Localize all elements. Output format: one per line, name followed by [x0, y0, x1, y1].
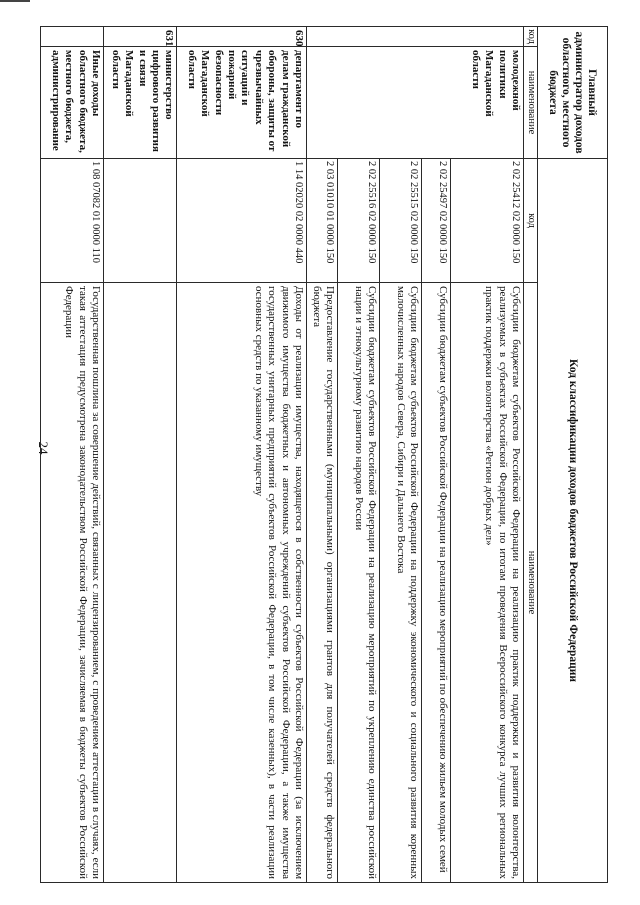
kbk-description-cell: Субсидии бюджетам субъектов Российской Федерации на реализацию практик поддержки и развития волонтерства, реализуемых в субъектах Российской Федерации, по итогам проведения Всероссийского конкурса лучших региональных практик поддержки волонтерства «Регион добрых дел»: [450, 283, 523, 883]
kbk-description-cell: Государственная пошлина за совершение действий, связанных с лицензированием, с проведением аттестации в случаях, если такая аттестация предусмотрена законодательством Российской Федерации, зачисляемая в бюджеты субъектов Российской Федерации: [41, 283, 104, 883]
kbk-code-cell: 1 14 02020 02 0000 440: [177, 159, 307, 283]
kbk-name-header: наименование: [524, 283, 538, 883]
kbk-code-cell: 2 03 01010 01 0000 150: [307, 159, 338, 283]
page-number: 24: [36, 441, 51, 455]
kbk-code-cell: 2 02 25516 02 0000 150: [338, 159, 380, 283]
rotated-page: [40, 26, 608, 882]
admin-code-header: код: [524, 27, 538, 47]
kbk-code-cell: 2 02 25412 02 0000 150: [450, 159, 523, 283]
kbk-description-cell: Доходы от реализации имущества, находящегося в собственности субъектов Российской Федерации (за исключением движимого имущества бюджетных и автономных учреждений субъектов Российской Федерации, а также имущества государственных унитарных предприятий субъектов Российской Федерации, в том числе казенных), в части реализации основных средств по указанному имуществу: [177, 283, 307, 883]
kbk-code-cell: 1 08 07082 01 0000 110: [41, 159, 104, 283]
admin-name-cell: молодежной политики Магаданской области: [307, 47, 524, 159]
table-frame: [40, 26, 608, 882]
admin-group-header: Главный администратор доходов областного, местного бюджета: [538, 27, 608, 159]
classification-group-header: Код классификации доходов бюджетов Российской Федерации: [538, 159, 608, 883]
revenue-classification-table: [40, 26, 608, 883]
kbk-description-cell: Предоставление государственными (муниципальными) организациями грантов для получателей средств федерального бюджета: [307, 283, 338, 883]
kbk-code-cell: 2 02 25515 02 0000 150: [380, 159, 422, 283]
kbk-code-header: код: [524, 159, 538, 283]
top-rule: [0, 0, 30, 2]
admin-code-cell: [307, 27, 524, 47]
table-row: [41, 27, 104, 883]
table-row: [103, 27, 176, 883]
kbk-code-cell: [103, 159, 176, 283]
admin-name-cell: департамент по делам гражданской обороны, защиты от чрезвычайных ситуаций и пожарной безопасности Магаданской области: [177, 47, 307, 159]
kbk-description-cell: [103, 283, 176, 883]
kbk-description-cell: Субсидии бюджетам субъектов Российской Федерации на реализацию мероприятий по обеспечению жильем молодых семей: [422, 283, 450, 883]
admin-name-header: наименование: [524, 47, 538, 159]
table-row: [450, 27, 523, 883]
admin-name-cell: Иные доходы областного бюджета, местного бюджета, администрирование: [41, 47, 104, 159]
kbk-description-cell: Субсидии бюджетам субъектов Российской Федерации на поддержку экономического и социального развития коренных малочисленных народов Севера, Сибири и Дальнего Востока: [380, 283, 422, 883]
kbk-description-cell: Субсидии бюджетам субъектов Российской Федерации на реализацию мероприятий по укреплению единства российской нации и этнокультурному развитию народов России: [338, 283, 380, 883]
kbk-code-cell: 2 02 25497 02 0000 150: [422, 159, 450, 283]
table-body: [41, 27, 524, 883]
admin-name-cell: министерство цифрового развития и связи Магаданской области: [103, 47, 176, 159]
admin-code-cell: 630: [177, 27, 307, 47]
admin-code-cell: [41, 27, 104, 47]
table-row: [177, 27, 307, 883]
admin-code-cell: 631: [103, 27, 176, 47]
